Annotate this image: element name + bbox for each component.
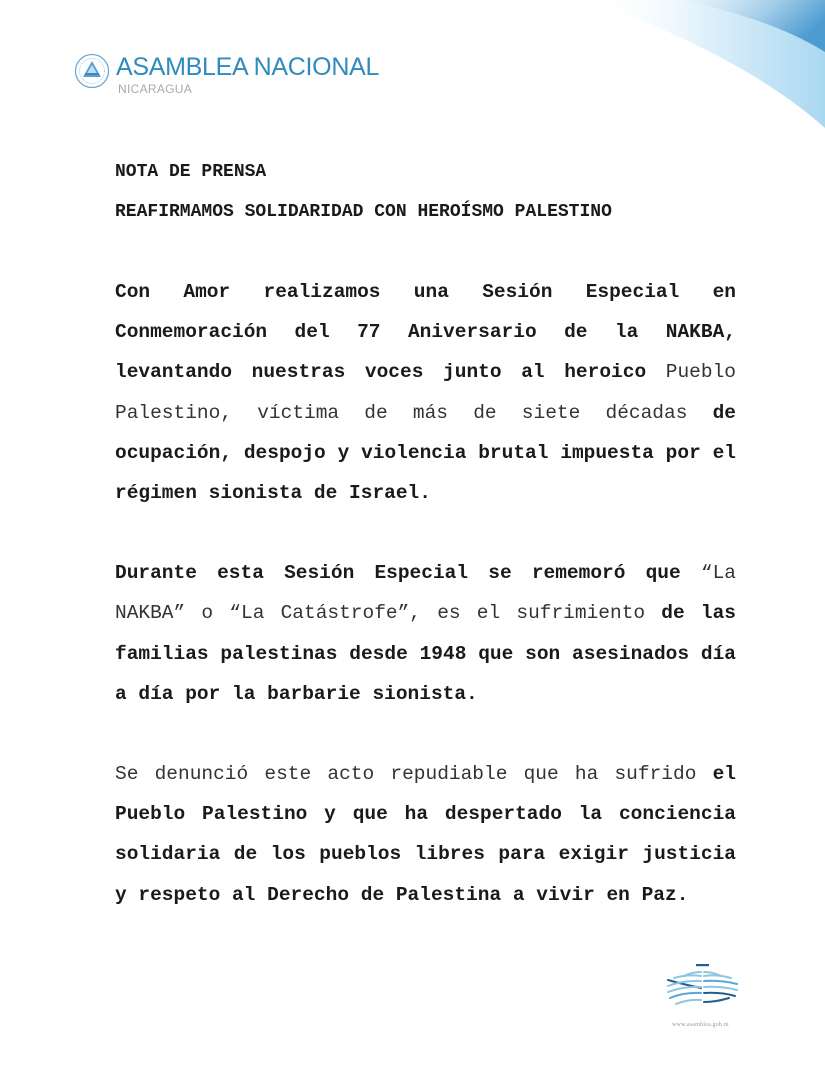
paragraph-2 <box>115 553 736 714</box>
nicaragua-coat-of-arms-icon <box>74 53 110 89</box>
paragraph-3-run-2: el Pueblo Palestino y que ha despertado la conciencia solidaria de los pueblos libres para exigir justicia y respeto al Derecho de Palestina a vivir en Paz. <box>115 763 736 906</box>
paragraph-1 <box>115 272 736 513</box>
header-logo <box>74 52 379 96</box>
headline: REAFIRMAMOS SOLIDARIDAD CON HEROÍSMO PALESTINO <box>115 202 612 222</box>
paragraph-3 <box>115 754 736 915</box>
paragraph-1-run-1: Con Amor realizamos una Sesión Especial en Conmemoración del 77 Aniversario de la NAKBA, levantando nuestras voces junto al heroico <box>115 281 736 384</box>
organization-name: ASAMBLEA NACIONAL <box>116 53 380 81</box>
paragraph-2-run-2: “La NAKBA” o “La Catástrofe”, es el sufrimiento <box>115 562 736 625</box>
paragraph-3-run-1: Se denunció este acto repudiable que ha sufrido <box>115 763 713 786</box>
parliament-hemicycle-icon <box>660 962 745 1017</box>
paragraph-1-run-3: de ocupación, despojo y violencia brutal impuesta por el régimen sionista de Israel. <box>115 401 736 505</box>
website-url: www.asamblea.gob.ni <box>672 1022 729 1028</box>
paragraph-1-run-2: Pueblo Palestino, víctima de más de siete décadas <box>115 361 736 424</box>
paragraph-2-run-1: Durante esta Sesión Especial se rememoró que <box>115 562 701 585</box>
corner-swoosh-decoration <box>560 0 825 140</box>
document-type-label: NOTA DE PRENSA <box>115 162 267 182</box>
press-release-body <box>115 152 736 915</box>
organization-country: NICARAGUA <box>118 82 193 96</box>
paragraph-2-run-3: de las familias palestinas desde 1948 que son asesinados día a día por la barbarie sionista. <box>115 602 736 705</box>
